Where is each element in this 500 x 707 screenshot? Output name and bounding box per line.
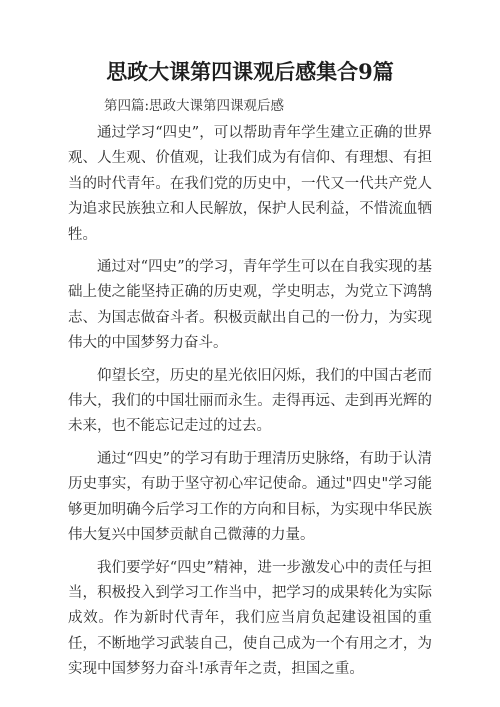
document-title: 思政大课第四课观后感集合9篇 — [106, 59, 394, 84]
paragraph: 通过“四史”的学习有助于理清历史脉络，有助于认清历史事实，有助于坚守初心牢记使命。通过"四史"学习能够更加明确今后学习工作的方向和目标，为实现中华民族伟大复兴中国梦贡献自己微薄的力量。 — [68, 450, 432, 544]
paragraph: 我们要学好“四史”精神，进一步激发心中的责任与担当，积极投入到学习工作当中，把学习的成果转化为实际成效。作为新时代青年，我们应当肩负起建设祖国的重任，不断地学习武装自己，使自己成为一个有用之才，为实现中国梦努力奋斗!承青年之责，担国之重。 — [68, 559, 432, 678]
paragraph: 仰望长空，历史的星光依旧闪烁，我们的中国古老而伟大，我们的中国壮丽而永生。走得再远、走到再光辉的未来，也不能忘记走过的过去。 — [68, 367, 432, 435]
paragraph: 通过对“四史”的学习，青年学生可以在自我实现的基础上使之能坚持正确的历史观，学史明志，为党立下鸿鹄志、为国志做奋斗者。积极贡献出自己的一份力，为实现伟大的中国梦努力奋斗。 — [68, 259, 432, 352]
document-subtitle: 第四篇:思政大课第四课观后感 — [104, 98, 285, 114]
document-body — [68, 121, 432, 690]
paragraph: 通过学习“四史”，可以帮助青年学生建立正确的世界观、人生观、价值观，让我们成为有信仰、有理想、有担当的时代青年。在我们党的历史中，一代又一代共产党人为追求民族独立和人民解放，保护人民利益，不惜流血牺牲。 — [68, 125, 432, 243]
